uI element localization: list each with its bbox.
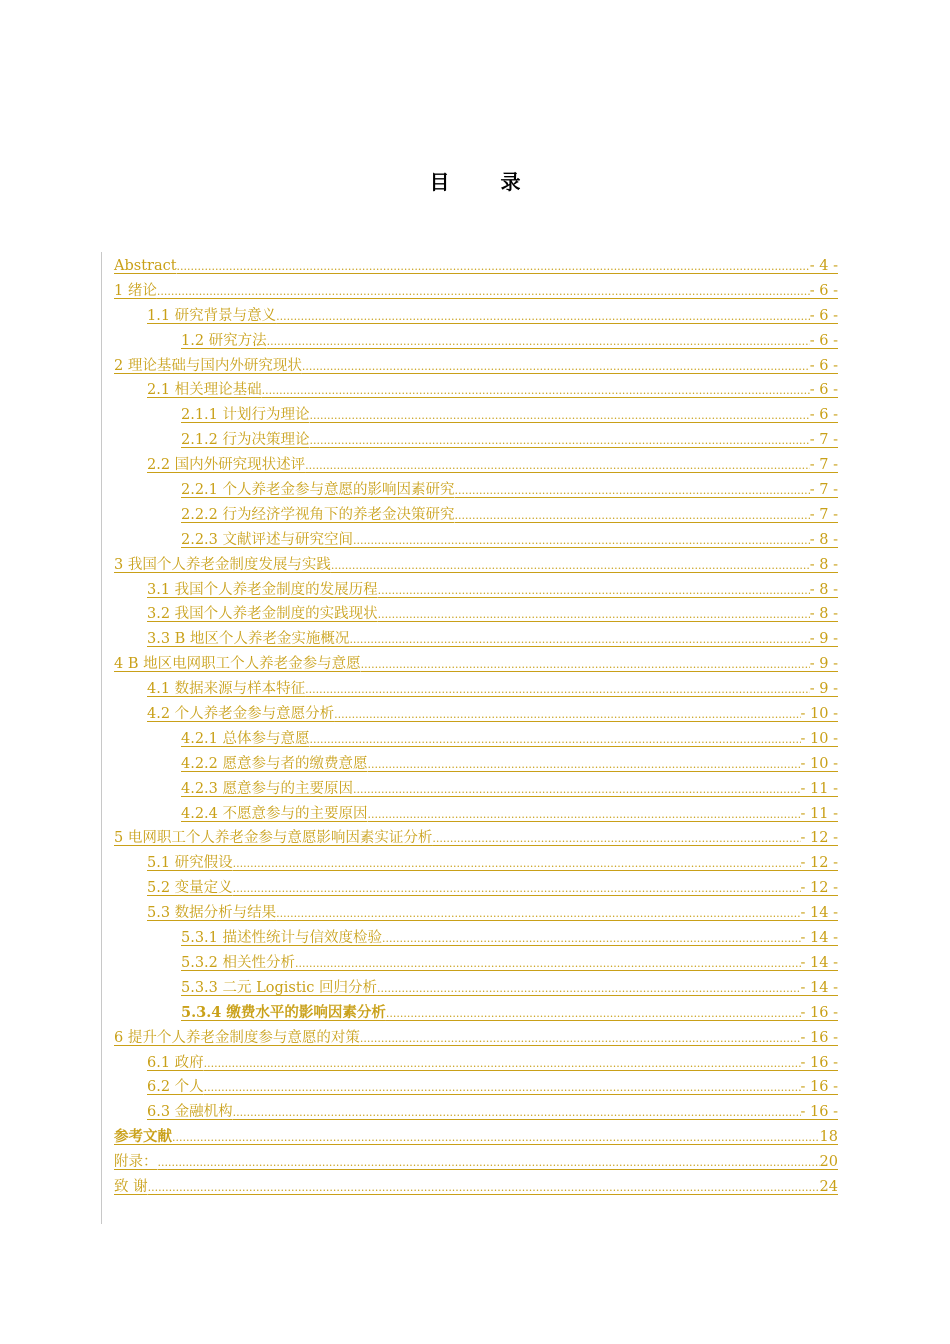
toc-entry[interactable] bbox=[114, 876, 838, 901]
toc-entry-page-number[interactable]: - 14 - bbox=[800, 954, 838, 971]
toc-entry-label[interactable]: 1.1 研究背景与意义 bbox=[147, 307, 277, 324]
toc-entry-label[interactable]: 4.2.1 总体参与意愿 bbox=[181, 730, 310, 747]
toc-entry[interactable] bbox=[114, 677, 838, 702]
toc-entry[interactable] bbox=[114, 354, 838, 379]
toc-entry-label[interactable]: 1.2 研究方法 bbox=[181, 332, 267, 349]
toc-entry[interactable] bbox=[114, 553, 838, 578]
toc-entry[interactable] bbox=[114, 976, 838, 1001]
toc-entry[interactable] bbox=[114, 578, 838, 603]
toc-dot-leader bbox=[158, 1151, 820, 1176]
toc-entry-label[interactable]: 5.3.4 缴费水平的影响因素分析 bbox=[181, 1003, 386, 1021]
toc-dot-leader bbox=[368, 753, 801, 778]
toc-dot-leader bbox=[310, 429, 810, 454]
toc-entry-page-number[interactable]: - 7 - bbox=[809, 482, 838, 499]
toc-dot-leader bbox=[353, 529, 810, 554]
toc-entry-label[interactable]: 4.1 数据来源与样本特征 bbox=[147, 681, 306, 698]
toc-dot-leader bbox=[455, 504, 810, 529]
toc-entry-page-number[interactable]: - 9 - bbox=[809, 681, 838, 698]
page-margin-line bbox=[101, 252, 102, 1224]
toc-entry-label[interactable]: 2.1 相关理论基础 bbox=[147, 382, 262, 399]
toc-entry[interactable] bbox=[114, 478, 838, 503]
toc-entry-page-number[interactable]: - 16 - bbox=[800, 1104, 838, 1121]
toc-entry[interactable] bbox=[114, 1175, 838, 1200]
toc-entry-label[interactable]: 2.2.3 文献评述与研究空间 bbox=[181, 531, 354, 548]
toc-entry-page-number[interactable]: - 8 - bbox=[809, 606, 838, 623]
toc-entry-page-number[interactable]: - 14 - bbox=[800, 979, 838, 996]
toc-dot-leader bbox=[310, 404, 810, 429]
toc-dot-leader bbox=[276, 305, 810, 330]
toc-entry-label[interactable]: 5.2 变量定义 bbox=[147, 880, 233, 897]
toc-entry-label[interactable]: 4.2.4 不愿意参与的主要原因 bbox=[181, 805, 368, 822]
toc-entry-label[interactable]: 5 电网职工个人养老金参与意愿影响因素实证分析 bbox=[114, 830, 433, 847]
toc-entry-page-number[interactable]: - 12 - bbox=[800, 830, 838, 847]
toc-entry-label[interactable]: 4.2 个人养老金参与意愿分析 bbox=[147, 706, 335, 723]
toc-entry[interactable] bbox=[114, 1150, 838, 1175]
toc-dot-leader bbox=[262, 379, 810, 404]
toc-entry-page-number[interactable]: - 4 - bbox=[809, 258, 838, 274]
toc-dot-leader bbox=[378, 603, 810, 628]
toc-entry-page-number[interactable]: - 12 - bbox=[800, 855, 838, 872]
toc-entry[interactable] bbox=[114, 1125, 838, 1150]
toc-entry-label[interactable]: 2.2.1 个人养老金参与意愿的影响因素研究 bbox=[181, 482, 455, 499]
toc-entry-page-number[interactable]: - 10 - bbox=[800, 706, 838, 723]
toc-entry-page-number[interactable]: - 16 - bbox=[800, 1004, 838, 1021]
toc-dot-leader bbox=[386, 1002, 801, 1027]
toc-dot-leader bbox=[177, 255, 810, 280]
toc-dot-leader bbox=[233, 1101, 801, 1126]
toc-entry-page-number[interactable]: - 6 - bbox=[809, 407, 838, 424]
toc-dot-leader bbox=[432, 827, 800, 852]
toc-entry-page-number[interactable]: - 10 - bbox=[800, 730, 838, 747]
toc-entry[interactable] bbox=[114, 1001, 838, 1026]
toc-entry-label[interactable]: 5.1 研究假设 bbox=[147, 855, 233, 872]
toc-entry-label[interactable]: 2.2.2 行为经济学视角下的养老金决策研究 bbox=[181, 506, 455, 523]
toc-dot-leader bbox=[378, 579, 810, 604]
toc-dot-leader bbox=[305, 454, 810, 479]
toc-entry-page-number[interactable]: - 7 - bbox=[809, 432, 838, 449]
toc-entry[interactable] bbox=[114, 652, 838, 677]
toc-entry-page-number[interactable]: - 16 - bbox=[800, 1029, 838, 1046]
toc-entry-page-number[interactable]: - 9 - bbox=[809, 656, 838, 673]
toc-entry[interactable] bbox=[114, 802, 838, 827]
toc-dot-leader bbox=[157, 280, 810, 305]
toc-entry[interactable] bbox=[114, 528, 838, 553]
toc-entry[interactable] bbox=[114, 1075, 838, 1100]
toc-entry-page-number[interactable]: - 8 - bbox=[809, 556, 838, 573]
toc-dot-leader bbox=[349, 628, 809, 653]
toc-entry[interactable] bbox=[114, 752, 838, 777]
toc-dot-leader bbox=[310, 728, 801, 753]
toc-entry-label[interactable]: 4.2.2 愿意参与者的缴费意愿 bbox=[181, 755, 368, 772]
toc-entry[interactable] bbox=[114, 503, 838, 528]
toc-entry-page-number[interactable]: 18 bbox=[819, 1129, 838, 1146]
toc-entry-label[interactable]: 3.2 我国个人养老金制度的实践现状 bbox=[147, 606, 378, 623]
toc-dot-leader bbox=[233, 852, 801, 877]
toc-entry[interactable] bbox=[114, 951, 838, 976]
toc-entry-page-number[interactable]: - 6 - bbox=[809, 282, 838, 299]
toc-entry[interactable] bbox=[114, 851, 838, 876]
toc-entry-page-number[interactable]: - 7 - bbox=[809, 506, 838, 523]
toc-entry-page-number[interactable]: - 11 - bbox=[800, 805, 838, 822]
toc-dot-leader bbox=[295, 952, 801, 977]
toc-entry-label[interactable]: 6 提升个人养老金制度参与意愿的对策 bbox=[114, 1029, 360, 1046]
toc-dot-leader bbox=[305, 678, 810, 703]
toc-entry-page-number[interactable]: - 8 - bbox=[809, 581, 838, 598]
toc-dot-leader bbox=[368, 803, 801, 828]
toc-entry-page-number[interactable]: - 6 - bbox=[809, 357, 838, 374]
toc-entry-label[interactable]: 2.1.1 计划行为理论 bbox=[181, 407, 310, 424]
toc-entry-label[interactable]: 2 理论基础与国内外研究现状 bbox=[114, 357, 302, 374]
toc-entry-label[interactable]: 4.2.3 愿意参与的主要原因 bbox=[181, 780, 354, 797]
toc-entry-page-number[interactable]: - 6 - bbox=[809, 332, 838, 349]
toc-entry-page-number[interactable]: 20 bbox=[819, 1154, 838, 1171]
toc-entry-label[interactable]: 3.3 B 地区个人养老金实施概况 bbox=[147, 631, 350, 648]
toc-entry-page-number[interactable]: - 9 - bbox=[809, 631, 838, 648]
table-of-contents bbox=[114, 254, 838, 1200]
toc-entry-label[interactable]: 3.1 我国个人养老金制度的发展历程 bbox=[147, 581, 378, 598]
toc-entry-label[interactable]: 2.1.2 行为决策理论 bbox=[181, 432, 310, 449]
toc-dot-leader bbox=[148, 1176, 820, 1201]
toc-entry[interactable] bbox=[114, 254, 838, 279]
toc-dot-leader bbox=[204, 1052, 801, 1077]
toc-dot-leader bbox=[382, 927, 801, 952]
toc-entry-label[interactable]: 6.2 个人 bbox=[147, 1079, 204, 1096]
toc-entry[interactable] bbox=[114, 602, 838, 627]
toc-entry[interactable] bbox=[114, 1026, 838, 1051]
toc-dot-leader bbox=[377, 977, 801, 1002]
toc-entry-page-number[interactable]: - 6 - bbox=[809, 382, 838, 399]
toc-dot-leader bbox=[233, 877, 801, 902]
toc-entry[interactable] bbox=[114, 777, 838, 802]
toc-entry[interactable] bbox=[114, 627, 838, 652]
toc-dot-leader bbox=[276, 902, 800, 927]
toc-entry-label[interactable]: 6.1 政府 bbox=[147, 1054, 204, 1071]
toc-entry-label[interactable]: 2.2 国内外研究现状述评 bbox=[147, 457, 306, 474]
toc-entry-page-number[interactable]: - 6 - bbox=[809, 307, 838, 324]
toc-entry-page-number[interactable]: - 14 - bbox=[800, 930, 838, 947]
toc-entry[interactable] bbox=[114, 279, 838, 304]
toc-dot-leader bbox=[331, 554, 810, 579]
toc-entry-label[interactable]: 1 绪论 bbox=[114, 282, 157, 299]
toc-entry-label[interactable]: 3 我国个人养老金制度发展与实践 bbox=[114, 556, 331, 573]
toc-entry-label[interactable]: 4 B 地区电网职工个人养老金参与意愿 bbox=[114, 656, 361, 673]
toc-dot-leader bbox=[172, 1126, 820, 1151]
toc-dot-leader bbox=[204, 1076, 801, 1101]
toc-entry[interactable] bbox=[114, 378, 838, 403]
toc-entry-page-number[interactable]: - 8 - bbox=[809, 531, 838, 548]
toc-entry-label[interactable]: 参考文献 bbox=[114, 1128, 172, 1146]
page-title: 目 录 bbox=[429, 170, 543, 194]
toc-dot-leader bbox=[360, 1027, 801, 1052]
toc-entry[interactable] bbox=[114, 1051, 838, 1076]
toc-entry[interactable] bbox=[114, 826, 838, 851]
toc-entry-page-number[interactable]: - 10 - bbox=[800, 755, 838, 772]
toc-entry[interactable] bbox=[114, 702, 838, 727]
toc-entry-page-number[interactable]: - 11 - bbox=[800, 780, 838, 797]
toc-entry[interactable] bbox=[114, 428, 838, 453]
toc-entry-label[interactable]: 附录： bbox=[114, 1154, 158, 1171]
toc-entry[interactable] bbox=[114, 727, 838, 752]
toc-dot-leader bbox=[455, 479, 810, 504]
toc-entry-page-number[interactable]: - 16 - bbox=[800, 1054, 838, 1071]
toc-entry[interactable] bbox=[114, 329, 838, 354]
toc-entry-label[interactable]: Abstract bbox=[114, 258, 177, 274]
toc-entry-label[interactable]: 致 谢 bbox=[114, 1178, 148, 1195]
toc-entry-label[interactable]: 5.3.1 描述性统计与信效度检验 bbox=[181, 930, 383, 947]
toc-entry-page-number[interactable]: - 7 - bbox=[809, 457, 838, 474]
toc-entry-label[interactable]: 6.3 金融机构 bbox=[147, 1104, 233, 1121]
toc-entry[interactable] bbox=[114, 901, 838, 926]
toc-entry[interactable] bbox=[114, 403, 838, 428]
toc-entry[interactable] bbox=[114, 926, 838, 951]
toc-dot-leader bbox=[361, 653, 810, 678]
toc-dot-leader bbox=[353, 778, 801, 803]
toc-entry-page-number[interactable]: - 16 - bbox=[800, 1079, 838, 1096]
toc-entry-page-number[interactable]: - 12 - bbox=[800, 880, 838, 897]
toc-entry-label[interactable]: 5.3.2 相关性分析 bbox=[181, 954, 296, 971]
toc-entry-page-number[interactable]: 24 bbox=[819, 1178, 838, 1195]
toc-entry-label[interactable]: 5.3.3 二元 Logistic 回归分析 bbox=[181, 979, 378, 996]
toc-entry-label[interactable]: 5.3 数据分析与结果 bbox=[147, 905, 277, 922]
toc-dot-leader bbox=[267, 330, 810, 355]
toc-dot-leader bbox=[302, 355, 810, 380]
toc-entry[interactable] bbox=[114, 1100, 838, 1125]
toc-entry-page-number[interactable]: - 14 - bbox=[800, 905, 838, 922]
toc-entry[interactable] bbox=[114, 453, 838, 478]
toc-entry[interactable] bbox=[114, 304, 838, 329]
toc-dot-leader bbox=[334, 703, 800, 728]
